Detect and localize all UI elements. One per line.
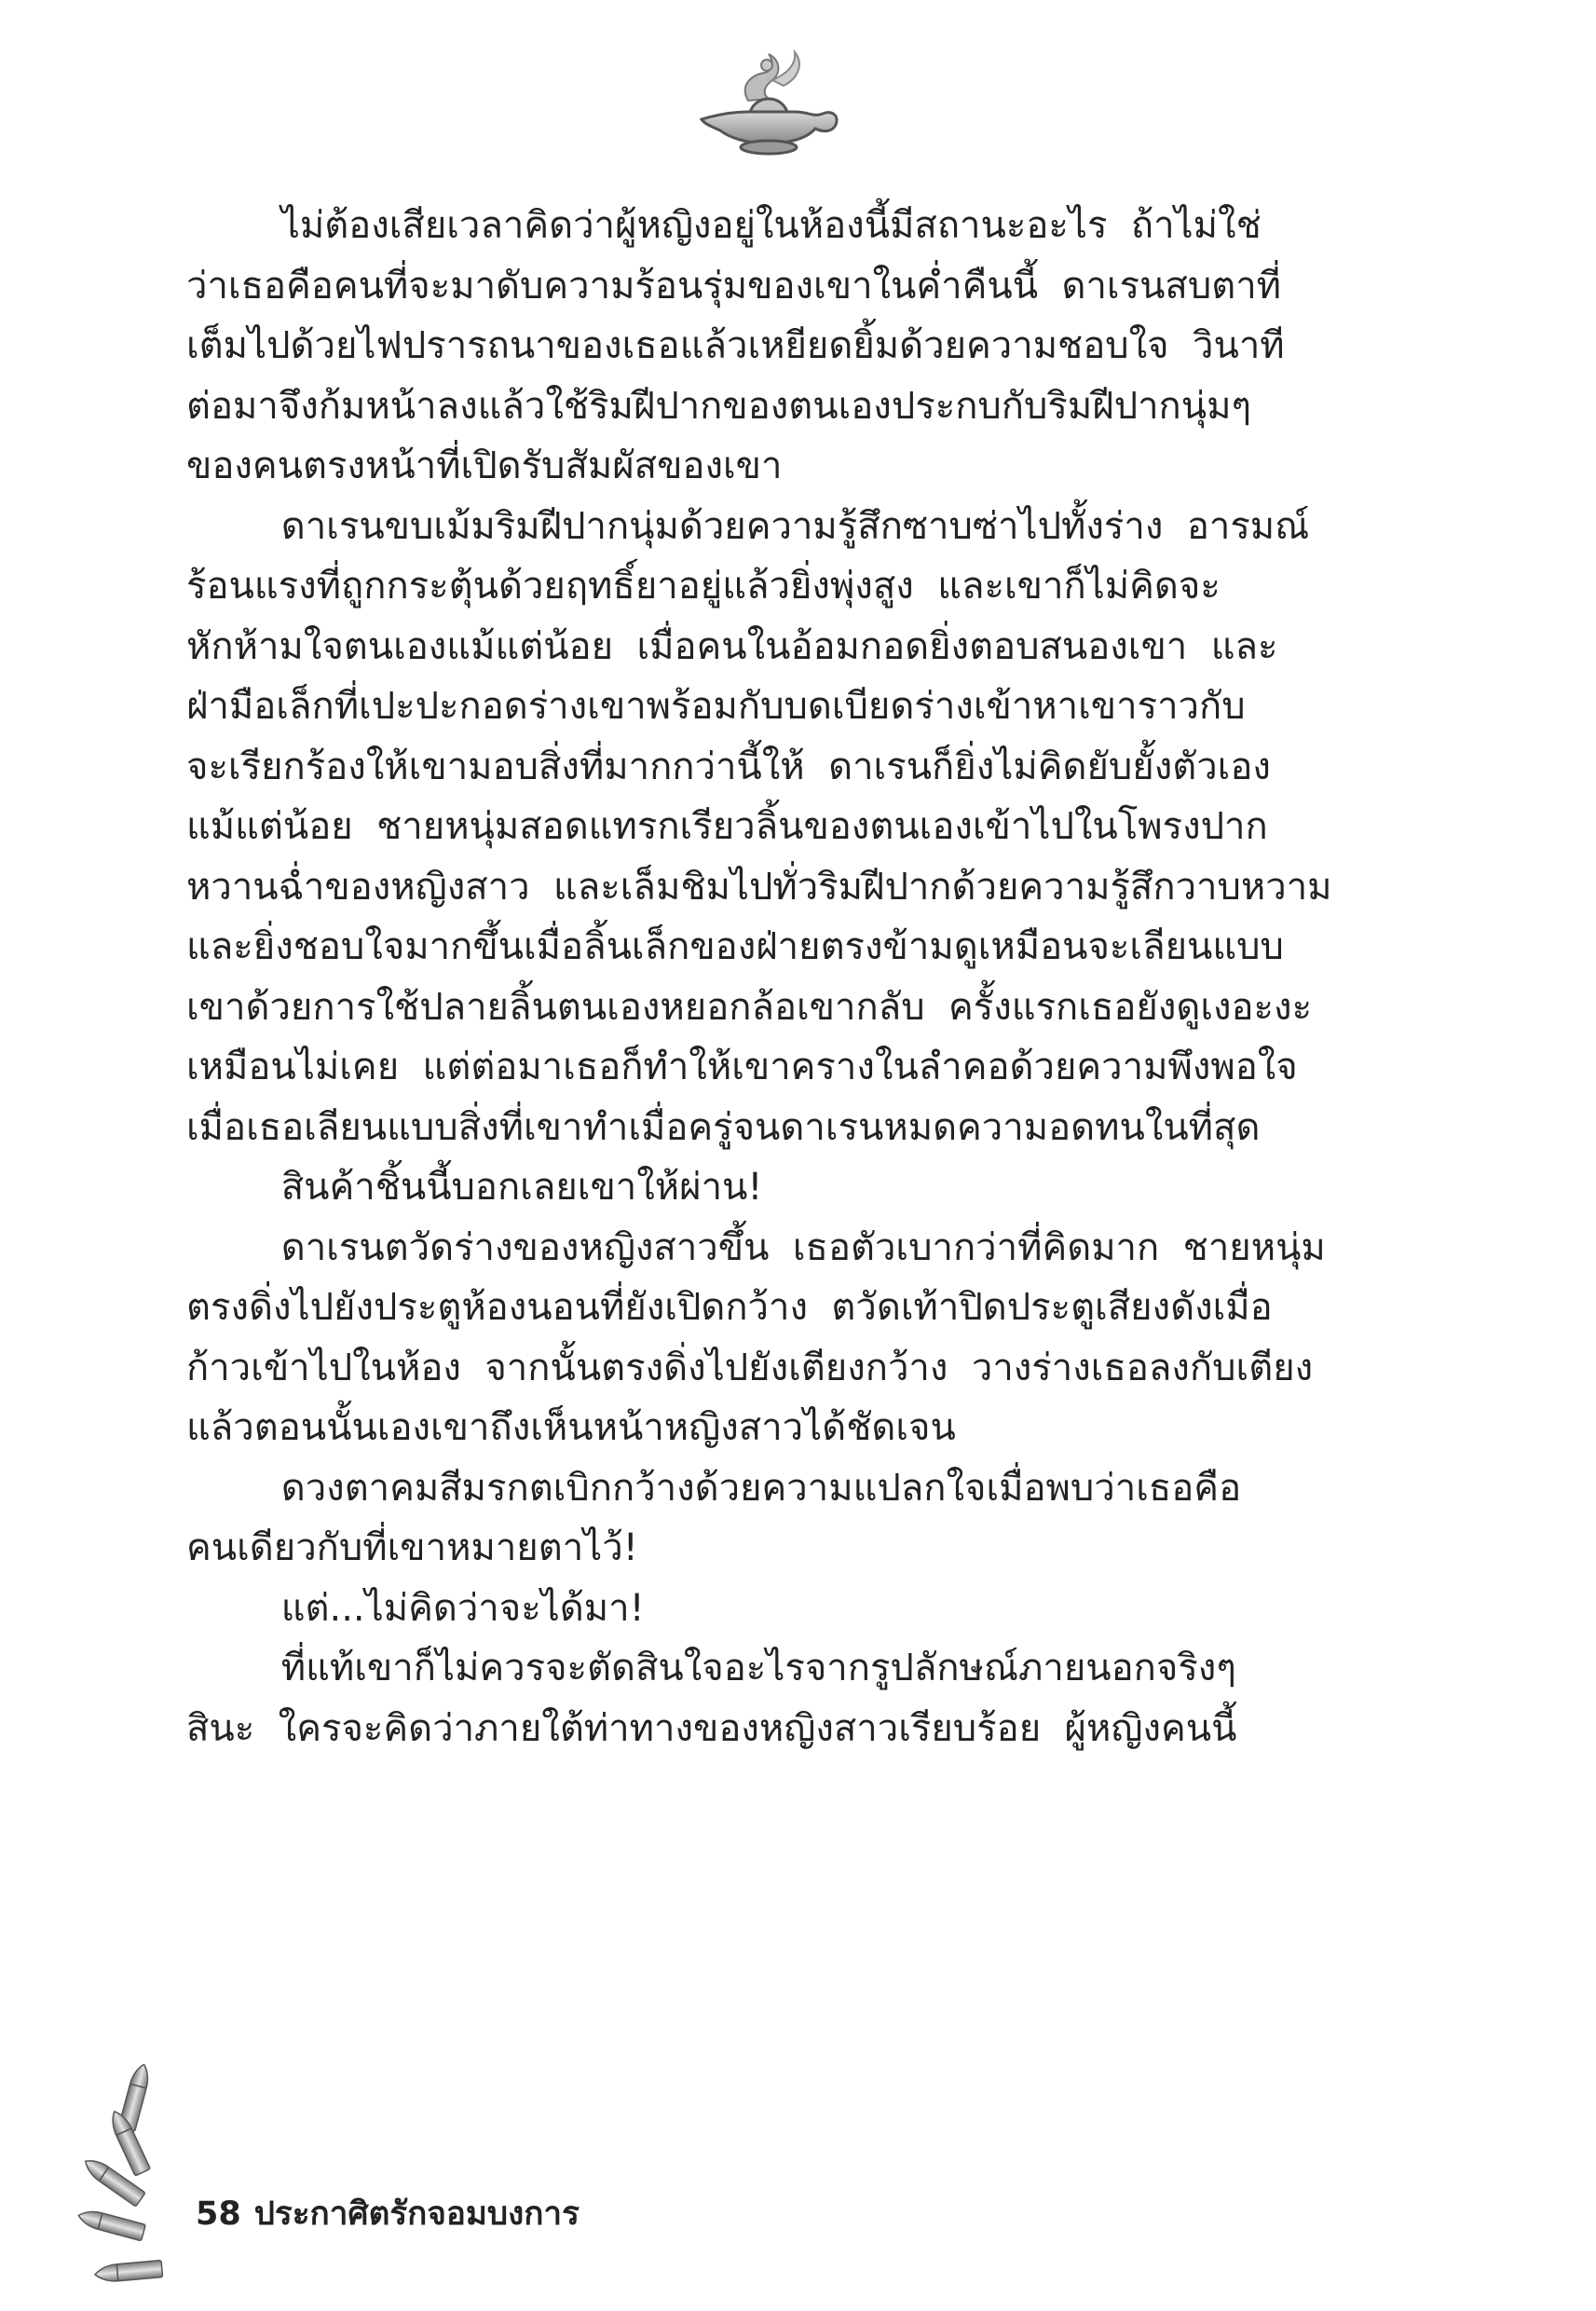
- text-line: ของคนตรงหน้าที่เปิดรับสัมผัสของเขา: [186, 444, 783, 487]
- text-line: ว่าเธอคือคนที่จะมาดับความร้อนรุ่มของเขาในค่ำคืนนี้ ดาเรนสบตาที่: [186, 264, 1282, 308]
- text-line: หักห้ามใจตนเองแม้แต่น้อย เมื่อคนในอ้อมกอดยิ่งตอบสนองเขา และ: [186, 624, 1278, 668]
- book-title: ประกาศิตรักจอมบงการ: [253, 2195, 580, 2233]
- text-line: ร้อนแรงที่ถูกกระตุ้นด้วยฤทธิ์ยาอยู่แล้วยิ่งพุ่งสูง และเขาก็ไม่คิดจะ: [186, 565, 1221, 608]
- text-line: แต่...ไม่คิดว่าจะได้มา!: [186, 1586, 645, 1630]
- text-line: ดาเรนขบเม้มริมฝีปากนุ่มด้วยความรู้สึกซาบซ่าไปทั้งร่าง อารมณ์: [186, 504, 1310, 548]
- text-line: แล้วตอนนั้นเองเขาถึงเห็นหน้าหญิงสาวได้ชัดเจน: [186, 1406, 956, 1449]
- text-line: แม้แต่น้อย ชายหนุ่มสอดแทรกเรียวลิ้นของตนเองเข้าไปในโพรงปาก: [186, 805, 1268, 848]
- text-line: ฝ่ามือเล็กที่เปะปะกอดร่างเขาพร้อมกับบดเบียดร่างเข้าหาเขาราวกับ: [186, 685, 1246, 728]
- body-text: [186, 196, 1332, 1758]
- text-line: สินค้าชิ้นนี้บอกเลยเขาให้ผ่าน!: [186, 1166, 763, 1209]
- text-line: ดาเรนตวัดร่างของหญิงสาวขึ้น เธอตัวเบากว่าที่คิดมาก ชายหนุ่ม: [186, 1225, 1326, 1269]
- text-line: หวานฉ่ำของหญิงสาว และเล็มชิมไปทั่วริมฝีปากด้วยความรู้สึกวาบหวาม: [186, 865, 1332, 909]
- text-line: ดวงตาคมสีมรกตเบิกกว้างด้วยความแปลกใจเมื่อพบว่าเธอคือ: [186, 1466, 1242, 1510]
- text-line: เหมือนไม่เคย แต่ต่อมาเธอก็ทำให้เขาครางในลำคอด้วยความพึงพอใจ: [186, 1046, 1298, 1088]
- genie-lamp-icon: [683, 47, 851, 157]
- text-line: จะเรียกร้องให้เขามอบสิ่งที่มากกว่านี้ให้ ดาเรนก็ยิ่งไม่คิดยับยั้งตัวเอง: [186, 745, 1271, 788]
- page-footer: [196, 2188, 593, 2239]
- page-number: 58: [196, 2195, 241, 2233]
- text-line: และยิ่งชอบใจมากขึ้นเมื่อลิ้นเล็กของฝ่ายตรงข้ามดูเหมือนจะเลียนแบบ: [186, 925, 1284, 968]
- text-line: ที่แท้เขาก็ไม่ควรจะตัดสินใจอะไรจากรูปลักษณ์ภายนอกจริงๆ: [186, 1647, 1236, 1689]
- text-line: คนเดียวกับที่เขาหมายตาไว้!: [186, 1526, 638, 1569]
- text-line: เขาด้วยการใช้ปลายลิ้นตนเองหยอกล้อเขากลับ ครั้งแรกเธอยังดูเงอะงะ: [186, 985, 1313, 1029]
- bullets-icon: [67, 2064, 179, 2297]
- text-line: ก้าวเข้าไปในห้อง จากนั้นตรงดิ่งไปยังเตียงกว้าง วางร่างเธอลงกับเตียง: [186, 1346, 1314, 1389]
- text-line: เต็มไปด้วยไฟปรารถนาของเธอแล้วเหยียดยิ้มด้วยความชอบใจ วินาที: [186, 324, 1285, 367]
- text-line: เมื่อเธอเลียนแบบสิ่งที่เขาทำเมื่อครู่จนดาเรนหมดความอดทนในที่สุด: [186, 1105, 1261, 1149]
- text-line: ตรงดิ่งไปยังประตูห้องนอนที่ยังเปิดกว้าง ตวัดเท้าปิดประตูเสียงดังเมื่อ: [186, 1286, 1273, 1329]
- text-line: สินะ ใครจะคิดว่าภายใต้ท่าทางของหญิงสาวเรียบร้อย ผู้หญิงคนนี้: [186, 1706, 1237, 1750]
- text-line: ต่อมาจึงก้มหน้าลงแล้วใช้ริมฝีปากของตนเองประกบกับริมฝีปากนุ่มๆ: [186, 384, 1251, 428]
- text-line: ไม่ต้องเสียเวลาคิดว่าผู้หญิงอยู่ในห้องนี้มีสถานะอะไร ถ้าไม่ใช่: [186, 204, 1262, 247]
